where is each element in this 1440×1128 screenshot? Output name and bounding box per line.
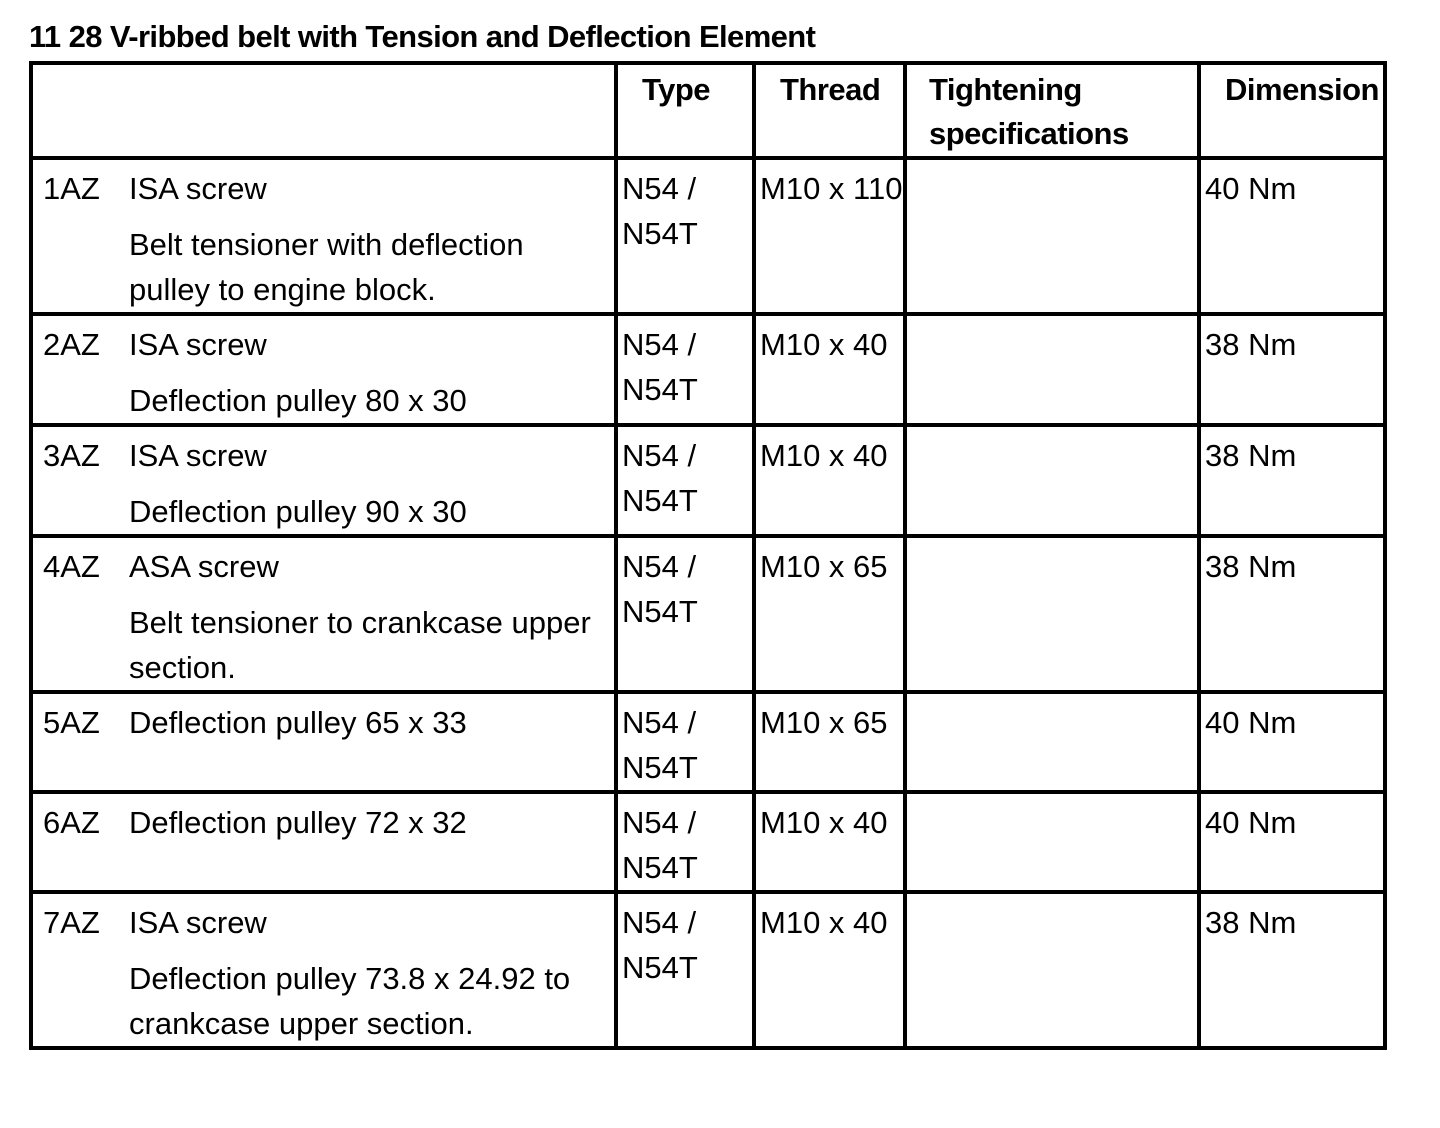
spec-cell	[905, 692, 1199, 792]
thread-cell: M10 x 40	[754, 792, 905, 892]
description-cell	[31, 158, 616, 314]
dimension-cell: 38 Nm	[1199, 536, 1385, 692]
header-type: Type	[616, 63, 754, 158]
table-row	[31, 536, 1385, 692]
item-number: 7AZ	[43, 905, 100, 940]
table-row	[31, 314, 1385, 425]
dimension-cell: 38 Nm	[1199, 425, 1385, 536]
thread-cell: M10 x 65	[754, 692, 905, 792]
type-cell: N54 / N54T	[616, 314, 754, 425]
spec-cell	[905, 892, 1199, 1048]
header-thread: Thread	[754, 63, 905, 158]
thread-cell: M10 x 110	[754, 158, 905, 314]
header-dimension: Dimension	[1199, 63, 1385, 158]
item-name: ISA screw	[129, 327, 267, 362]
item-number: 1AZ	[43, 171, 100, 206]
item-detail: Deflection pulley 73.8 x 24.92 to crankcase upper section.	[129, 961, 571, 1041]
page-title: 11 28 V-ribbed belt with Tension and Deflection Element	[29, 19, 816, 54]
thread-cell: M10 x 40	[754, 314, 905, 425]
type-cell: N54 / N54T	[616, 892, 754, 1048]
dimension-cell: 38 Nm	[1199, 314, 1385, 425]
item-name: ISA screw	[129, 171, 267, 206]
table-row	[31, 692, 1385, 792]
spec-cell	[905, 536, 1199, 692]
header-tightening-specifications	[905, 63, 1199, 158]
torque-table	[29, 61, 1387, 1050]
thread-cell: M10 x 40	[754, 425, 905, 536]
dimension-cell: 40 Nm	[1199, 792, 1385, 892]
spec-cell	[905, 792, 1199, 892]
item-detail: Belt tensioner to crankcase upper section.	[129, 605, 591, 685]
item-number: 2AZ	[43, 327, 100, 362]
table-row	[31, 158, 1385, 314]
thread-cell: M10 x 40	[754, 892, 905, 1048]
spec-cell	[905, 158, 1199, 314]
description-cell	[31, 792, 616, 892]
spec-cell	[905, 425, 1199, 536]
item-name: ASA screw	[129, 549, 279, 584]
item-name: Deflection pulley 65 x 33	[129, 705, 467, 740]
dimension-cell: 38 Nm	[1199, 892, 1385, 1048]
description-cell	[31, 892, 616, 1048]
dimension-cell: 40 Nm	[1199, 692, 1385, 792]
description-cell	[31, 425, 616, 536]
type-cell: N54 / N54T	[616, 792, 754, 892]
header-spec-line2: specifications	[929, 116, 1129, 151]
type-cell: N54 / N54T	[616, 425, 754, 536]
item-number: 6AZ	[43, 805, 100, 840]
type-cell: N54 / N54T	[616, 692, 754, 792]
item-detail: Deflection pulley 80 x 30	[129, 383, 467, 418]
item-name: ISA screw	[129, 905, 267, 940]
table-header-row	[31, 63, 1385, 158]
type-cell: N54 / N54T	[616, 536, 754, 692]
item-detail: Deflection pulley 90 x 30	[129, 494, 467, 529]
item-number: 4AZ	[43, 549, 100, 584]
table-row	[31, 425, 1385, 536]
thread-cell: M10 x 65	[754, 536, 905, 692]
spec-cell	[905, 314, 1199, 425]
type-cell: N54 / N54T	[616, 158, 754, 314]
table-row	[31, 892, 1385, 1048]
item-name: ISA screw	[129, 438, 267, 473]
description-cell	[31, 314, 616, 425]
description-cell	[31, 536, 616, 692]
item-number: 3AZ	[43, 438, 100, 473]
description-cell	[31, 692, 616, 792]
header-description	[31, 63, 616, 158]
table-row	[31, 792, 1385, 892]
dimension-cell: 40 Nm	[1199, 158, 1385, 314]
item-name: Deflection pulley 72 x 32	[129, 805, 467, 840]
item-detail: Belt tensioner with deflection pulley to engine block.	[129, 227, 524, 307]
header-spec-line1: Tightening	[929, 72, 1082, 107]
item-number: 5AZ	[43, 705, 100, 740]
